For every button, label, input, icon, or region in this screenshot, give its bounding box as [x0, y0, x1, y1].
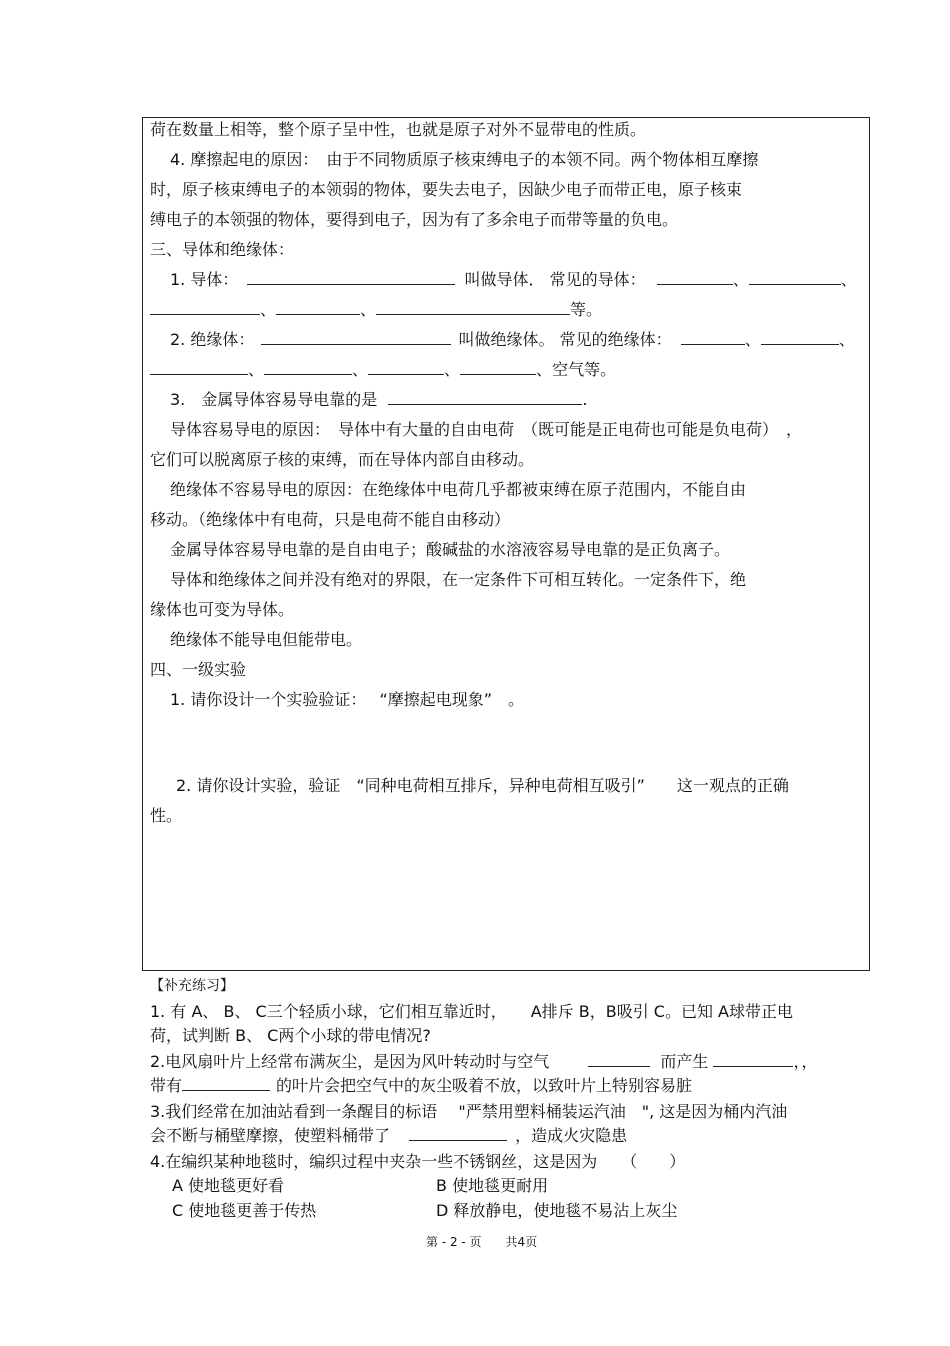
- separator: 、: [838, 330, 855, 349]
- conductor-line: [170, 270, 857, 290]
- insulator-line: [170, 330, 855, 350]
- text-line: 缘体也可变为导体。: [150, 600, 295, 619]
- option-d[interactable]: D 释放静电，使地毯不易沾上灰尘: [436, 1201, 678, 1220]
- page-number: 第 - 2 - 页 共4页: [426, 1235, 538, 1249]
- fill-blank[interactable]: [264, 360, 352, 375]
- fill-blank[interactable]: [376, 300, 570, 315]
- question-3-cont: [150, 1126, 627, 1146]
- insulator-common-label: 叫做绝缘体。 常见的绝缘体：: [458, 330, 672, 349]
- text-line: 移动。（绝缘体中有电荷，只是电荷不能自由移动）: [150, 510, 511, 529]
- question-1: 1. 有 A、 B、 C三个轻质小球，它们相互靠近时， A排斥 B，B吸引 C。已知 A球带正电: [150, 1002, 793, 1021]
- text-line: 金属导体容易导电靠的是自由电子；酸碱盐的水溶液容易导电靠的是正负离子。: [170, 540, 731, 559]
- practice-heading: 【补充练习】: [150, 978, 234, 994]
- text-line: 时，原子核束缚电子的本领弱的物体，要失去电子，因缺少电子而带正电，原子核束: [150, 180, 743, 199]
- conductor-line-2: [150, 300, 602, 320]
- text-line: 荷在数量上相等，整个原子呈中性，也就是原子对外不显带电的性质。: [150, 120, 647, 139]
- etc-text: 空气等。: [552, 360, 617, 379]
- fill-blank[interactable]: [261, 330, 451, 345]
- separator: 、: [260, 300, 277, 319]
- question-2: [150, 1052, 818, 1072]
- insulator-line-2: [150, 360, 616, 380]
- text-line: 绝缘体不能导电但能带电。: [170, 630, 363, 649]
- text-line: 导体容易导电的原因： 导体中有大量的自由电荷 （既可能是正电荷也可能是负电荷） ，: [170, 420, 803, 439]
- experiment-1: 1. 请你设计一个实验验证： “摩擦起电现象” 。: [170, 690, 525, 709]
- metal-line: [170, 390, 587, 410]
- etc-text: 等。: [570, 300, 603, 319]
- option-c[interactable]: C 使地毯更善于传热: [172, 1201, 317, 1220]
- fill-blank[interactable]: [388, 390, 582, 405]
- text-line: 绝缘体不容易导电的原因：在绝缘体中电荷几乎都被束缚在原子范围内，不能自由: [170, 480, 747, 499]
- separator: 、: [536, 360, 553, 379]
- fill-blank[interactable]: [150, 300, 260, 315]
- section-heading: 三、导体和绝缘体：: [150, 240, 295, 259]
- text-line: 它们可以脱离原子核的束缚，而在导体内部自由移动。: [150, 450, 535, 469]
- question-text: 而产生: [660, 1052, 709, 1071]
- text-line: 性。: [150, 806, 183, 825]
- fill-blank[interactable]: [182, 1076, 270, 1091]
- conductor-label: 1. 导体：: [170, 270, 239, 289]
- fill-blank[interactable]: [713, 1052, 793, 1067]
- question-2-cont: [150, 1076, 692, 1096]
- text-line: 4. 摩擦起电的原因： 由于不同物质原子核束缚电子的本领不同。两个物体相互摩擦: [170, 150, 759, 169]
- option-b[interactable]: B 使地毯更耐用: [436, 1176, 549, 1195]
- conductor-common-label: 叫做导体． 常见的导体：: [464, 270, 646, 289]
- metal-question: 3. 金属导体容易导电靠的是: [170, 390, 378, 409]
- fill-blank[interactable]: [588, 1052, 650, 1067]
- fill-blank[interactable]: [247, 270, 455, 285]
- fill-blank[interactable]: [368, 360, 444, 375]
- fill-blank[interactable]: [409, 1126, 507, 1141]
- fill-blank[interactable]: [749, 270, 841, 285]
- fill-blank[interactable]: [681, 330, 745, 345]
- section-heading: 四、一级实验: [150, 660, 247, 679]
- separator: 、: [248, 360, 265, 379]
- separator: 、: [840, 270, 857, 289]
- experiment-2: 2. 请你设计实验，验证 “同种电荷相互排斥，异种电荷相互吸引” 这一观点的正确: [176, 776, 789, 795]
- fill-blank[interactable]: [657, 270, 733, 285]
- separator: 、: [732, 270, 749, 289]
- question-text: ，，: [793, 1052, 818, 1071]
- question-4: 4.在编织某种地毯时，编织过程中夹杂一些不锈钢丝，这是因为 （ ）: [150, 1152, 686, 1171]
- question-text: 会不断与桶壁摩擦，使塑料桶带了: [150, 1126, 391, 1145]
- separator: 、: [352, 360, 369, 379]
- fill-blank[interactable]: [150, 360, 248, 375]
- fill-blank[interactable]: [460, 360, 536, 375]
- fill-blank[interactable]: [761, 330, 839, 345]
- text-line: 缚电子的本领强的物体，要得到电子，因为有了多余电子而带等量的负电。: [150, 210, 679, 229]
- insulator-label: 2. 绝缘体：: [170, 330, 255, 349]
- question-text: 2.电风扇叶片上经常布满灰尘，是因为风叶转动时与空气: [150, 1052, 550, 1071]
- question-3: 3.我们经常在加油站看到一条醒目的标语 "严禁用塑料桶装运汽油 ", 这是因为桶内汽油: [150, 1102, 788, 1121]
- question-text: 带有: [150, 1076, 183, 1095]
- question-1-cont: 荷，试判断 B、 C两个小球的带电情况?: [150, 1026, 431, 1045]
- text-line: 导体和绝缘体之间并没有绝对的界限，在一定条件下可相互转化。一定条件下，绝: [170, 570, 747, 589]
- period: .: [582, 390, 588, 409]
- fill-blank[interactable]: [276, 300, 360, 315]
- separator: 、: [744, 330, 761, 349]
- separator: 、: [360, 300, 377, 319]
- separator: 、: [444, 360, 461, 379]
- question-text: 的叶片会把空气中的灰尘吸着不放，以致叶片上特别容易脏: [276, 1076, 693, 1095]
- option-a[interactable]: A 使地毯更好看: [172, 1176, 285, 1195]
- question-text: ，造成火灾隐患: [515, 1126, 628, 1145]
